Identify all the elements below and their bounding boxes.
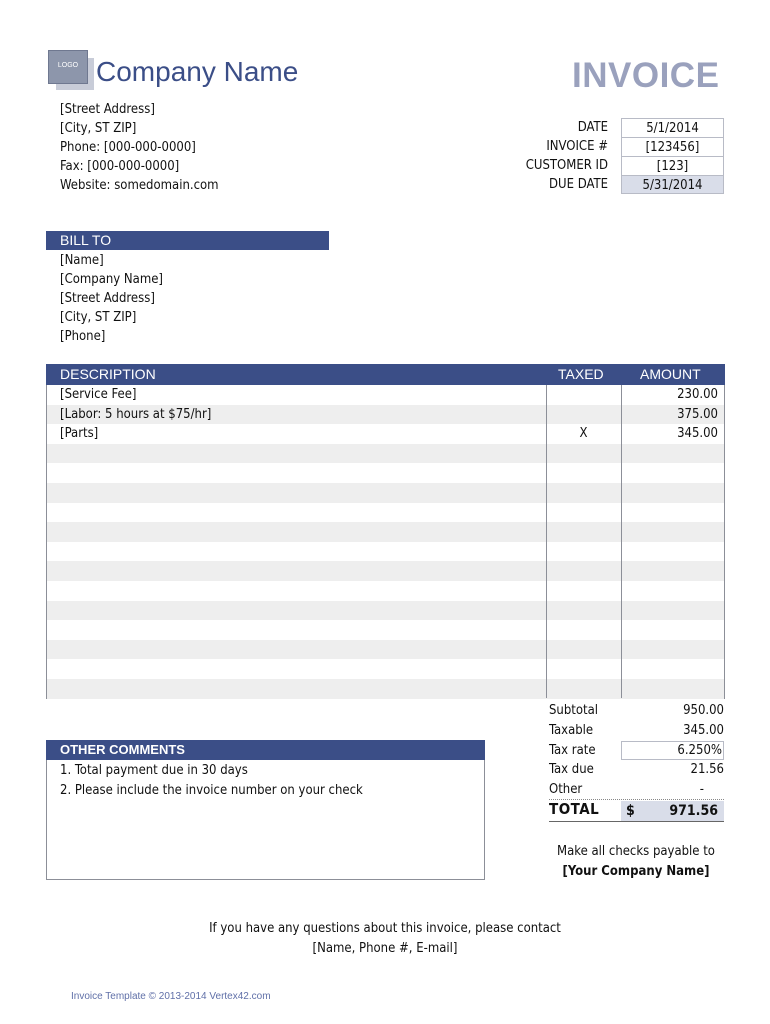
table-row-empty[interactable] <box>47 444 724 464</box>
address-line: Phone: [000-000-0000] <box>60 140 196 155</box>
totals-labels <box>549 701 598 800</box>
total-box <box>621 801 724 821</box>
bill-to-line[interactable]: [Name] <box>60 253 104 268</box>
table-row-empty[interactable] <box>47 542 724 562</box>
comment-line[interactable]: 1. Total payment due in 30 days <box>60 763 248 778</box>
totals-values <box>621 701 724 800</box>
table-row-empty[interactable] <box>47 659 724 679</box>
table-row-empty[interactable] <box>47 463 724 483</box>
table-row-empty[interactable] <box>47 483 724 503</box>
invoice-meta-values <box>621 118 724 194</box>
tax-due-value: 21.56 <box>690 762 724 778</box>
comment-line[interactable]: 2. Please include the invoice number on your check <box>60 782 363 798</box>
item-description[interactable]: [Parts] <box>60 426 99 442</box>
column-header-taxed: TAXED <box>558 366 604 382</box>
contact-text: If you have any questions about this invoice, please contact <box>209 921 561 936</box>
item-description[interactable]: [Service Fee] <box>60 387 137 402</box>
invoice-meta-labels <box>480 118 608 194</box>
logo-placeholder <box>48 50 88 84</box>
other-value[interactable]: - <box>699 782 704 798</box>
meta-value-date[interactable]: 5/1/2014 <box>621 118 724 137</box>
comments-text <box>60 761 363 800</box>
table-row[interactable] <box>47 385 724 405</box>
table-row-empty[interactable] <box>47 620 724 640</box>
total-underline <box>549 821 724 822</box>
column-header-description: DESCRIPTION <box>60 366 156 382</box>
items-table-header <box>46 364 725 385</box>
footer-credit[interactable]: Invoice Template © 2013-2014 Vertex42.com <box>71 991 271 1002</box>
item-amount[interactable]: 230.00 <box>677 387 718 402</box>
contact-details: [Name, Phone #, E-mail] <box>312 940 458 956</box>
bill-to-line[interactable]: [Phone] <box>60 329 106 344</box>
meta-value-invoice-number[interactable]: [123456] <box>621 137 724 156</box>
meta-label-customer-id: CUSTOMER ID <box>525 158 608 173</box>
column-divider <box>546 385 547 698</box>
tax-due-label: Tax due <box>549 762 594 778</box>
table-row-empty[interactable] <box>47 581 724 601</box>
comments-heading: OTHER COMMENTS <box>46 740 485 760</box>
total-label: TOTAL <box>549 800 600 818</box>
item-taxed[interactable]: X <box>579 426 588 442</box>
bill-to-line[interactable]: [Street Address] <box>60 291 155 306</box>
meta-label-invoice-number: INVOICE # <box>546 139 608 154</box>
payable-text: Make all checks payable to <box>557 844 715 859</box>
items-table <box>46 385 725 699</box>
meta-label-due-date: DUE DATE <box>549 177 608 192</box>
bill-to-heading: BILL TO <box>46 231 329 250</box>
table-row-empty[interactable] <box>47 561 724 581</box>
column-header-amount: AMOUNT <box>640 366 701 382</box>
table-row-empty[interactable] <box>47 679 724 699</box>
payable-note <box>540 842 732 881</box>
total-currency: $ <box>626 803 635 819</box>
table-row[interactable] <box>47 405 724 425</box>
item-description[interactable]: [Labor: 5 hours at $75/hr] <box>60 406 212 422</box>
tax-rate-value[interactable]: 6.250% <box>677 742 722 758</box>
meta-value-due-date[interactable]: 5/31/2014 <box>621 175 724 194</box>
company-address <box>60 100 219 195</box>
subtotal-label: Subtotal <box>549 703 599 718</box>
logo-text: LOGO <box>57 62 79 69</box>
taxable-value: 345.00 <box>683 722 724 738</box>
contact-note <box>160 919 610 958</box>
table-row[interactable] <box>47 424 724 444</box>
company-name: Company Name <box>96 56 299 87</box>
address-line: [Street Address] <box>60 102 155 117</box>
payable-company: [Your Company Name] <box>562 863 710 879</box>
item-amount[interactable]: 345.00 <box>677 426 718 442</box>
invoice-title: INVOICE <box>572 56 720 95</box>
address-line: Fax: [000-000-0000] <box>60 159 180 174</box>
item-amount[interactable]: 375.00 <box>677 406 718 422</box>
subtotal-value: 950.00 <box>683 703 724 718</box>
table-row-empty[interactable] <box>47 601 724 621</box>
bill-to-block <box>60 251 163 346</box>
address-line: [City, ST ZIP] <box>60 121 137 136</box>
table-row-empty[interactable] <box>47 503 724 523</box>
bill-to-line[interactable]: [City, ST ZIP] <box>60 310 137 325</box>
meta-value-customer-id[interactable]: [123] <box>621 156 724 175</box>
tax-rate-label: Tax rate <box>549 742 596 758</box>
taxable-label: Taxable <box>549 722 594 738</box>
total-value: 971.56 <box>669 803 718 819</box>
column-divider <box>621 385 622 698</box>
table-row-empty[interactable] <box>47 640 724 660</box>
bill-to-line[interactable]: [Company Name] <box>60 272 163 287</box>
other-label: Other <box>549 782 583 798</box>
table-row-empty[interactable] <box>47 522 724 542</box>
address-line: Website: somedomain.com <box>60 178 219 193</box>
meta-label-date: DATE <box>577 120 608 135</box>
